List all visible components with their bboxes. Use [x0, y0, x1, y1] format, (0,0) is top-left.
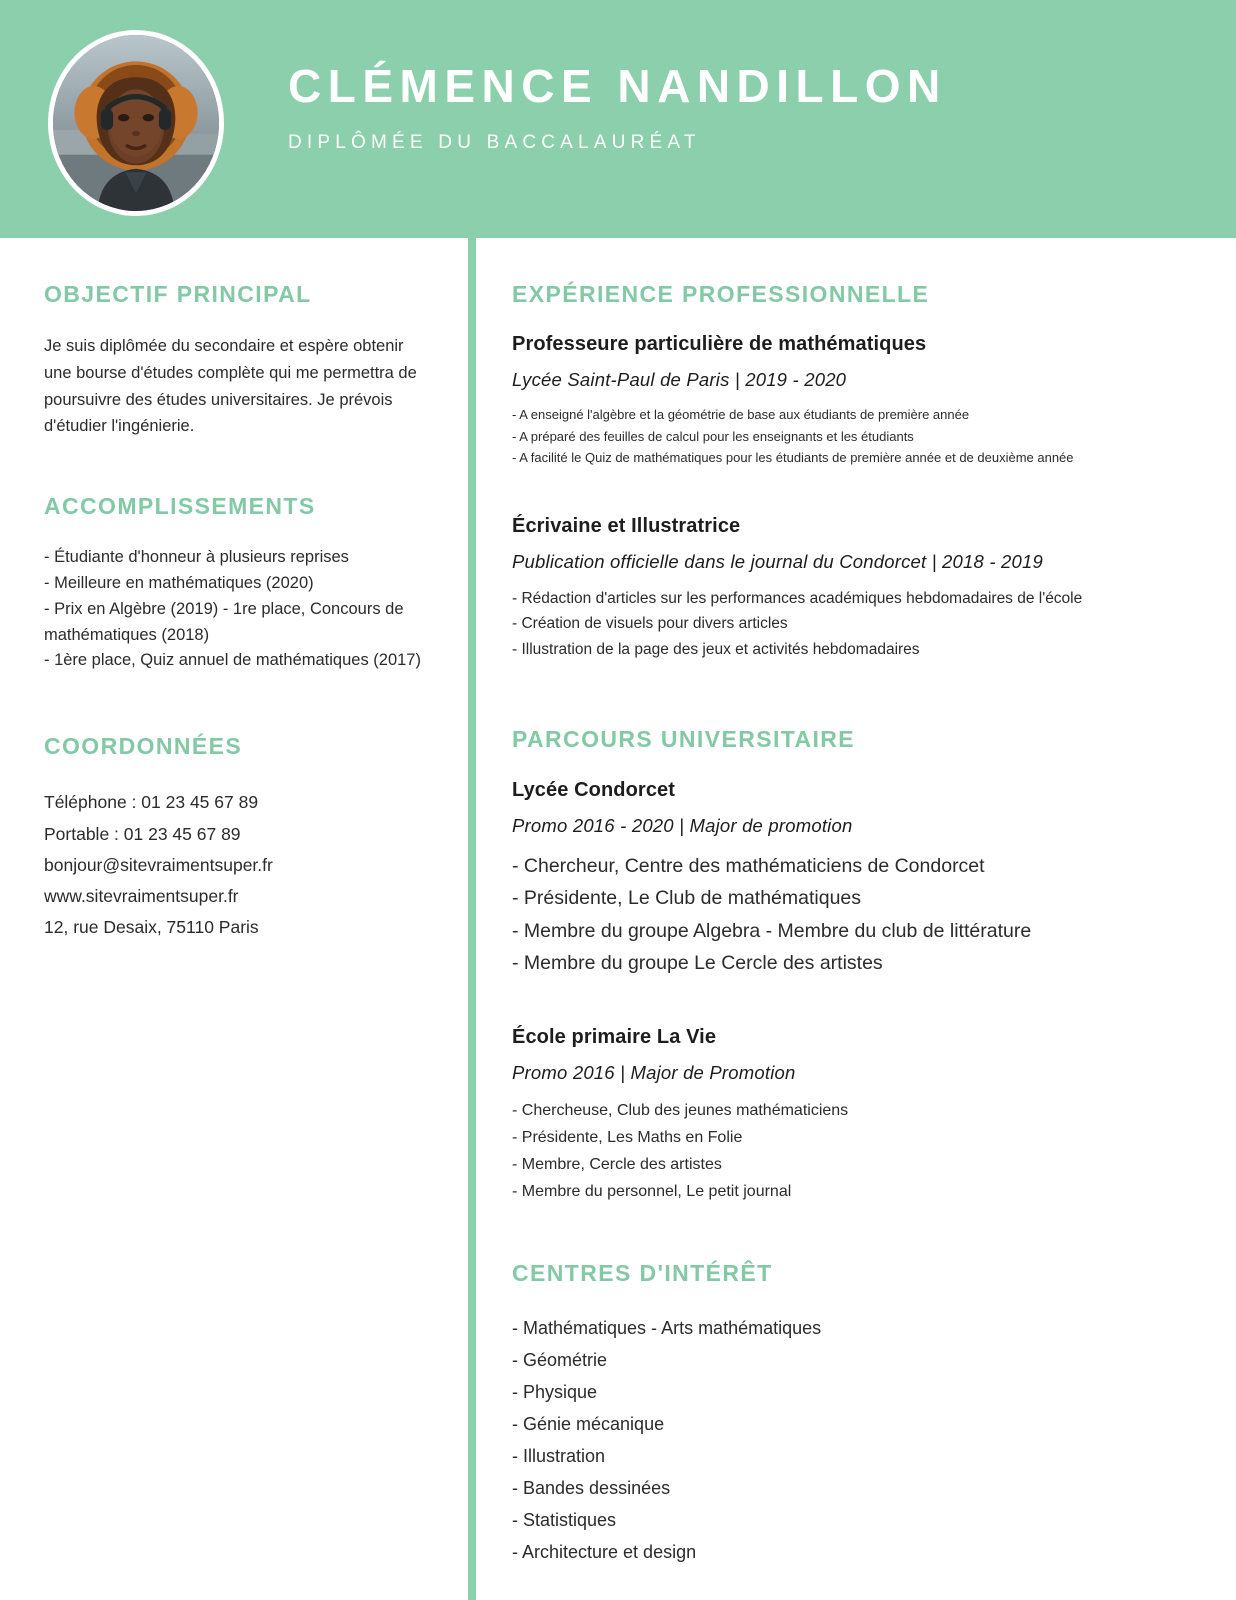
left-column: [44, 282, 434, 943]
section-heading-education: PARCOURS UNIVERSITAIRE: [512, 726, 856, 753]
list-item: - Bandes dessinées: [512, 1478, 671, 1499]
list-item: - Mathématiques - Arts mathématiques: [512, 1318, 822, 1339]
section-objective: [44, 282, 434, 440]
list-item: - Rédaction d'articles sur les performances académiques hebdomadaires de l'école: [512, 589, 1083, 607]
list-item: - A préparé des feuilles de calcul pour les enseignants et les étudiants: [512, 428, 914, 444]
list-item: - Création de visuels pour divers articles: [512, 615, 788, 633]
section-heading-contact: COORDONNÉES: [44, 733, 243, 760]
portrait-photo-icon: [53, 35, 219, 211]
section-heading-accomplishments: ACCOMPLISSEMENTS: [44, 493, 316, 520]
person-subtitle: DIPLÔMÉE DU BACCALAURÉAT: [288, 132, 701, 154]
accomplishments-list: [44, 545, 434, 674]
list-item: - Membre du groupe Algebra - Membre du club de littérature: [512, 919, 1032, 942]
contact-website[interactable]: www.sitevraimentsuper.fr: [44, 885, 239, 906]
section-interests: [512, 1261, 1172, 1569]
section-contact: [44, 734, 434, 943]
list-item: - Prix en Algèbre (2019) - 1re place, Concours de mathématiques (2018): [44, 599, 404, 644]
list-item: - Physique: [512, 1382, 598, 1403]
section-heading-experience: EXPÉRIENCE PROFESSIONNELLE: [512, 281, 930, 307]
entry-subtitle: Promo 2016 | Major de Promotion: [512, 1061, 796, 1083]
section-education: [512, 727, 1172, 1205]
list-item: - Étudiante d'honneur à plusieurs reprises: [44, 548, 349, 567]
entry-title: Professeure particulière de mathématiques: [512, 333, 927, 356]
list-item: - Illustration: [512, 1446, 606, 1467]
objective-text: Je suis diplômée du secondaire et espère obtenir une bourse d'études complète qui me permettra de poursuivre des études universitaires. Je prévois d'étudier l'ingénierie.: [44, 337, 417, 436]
entry-subtitle: Promo 2016 - 2020 | Major de promotion: [512, 814, 853, 836]
entry-bullets: [512, 1097, 1172, 1205]
section-experience: [512, 282, 1172, 663]
experience-entry: [512, 515, 1172, 664]
list-item: - Statistiques: [512, 1510, 617, 1531]
section-heading-objective: OBJECTIF PRINCIPAL: [44, 281, 312, 307]
list-item: - Géométrie: [512, 1350, 608, 1371]
list-item: - Meilleure en mathématiques (2020): [44, 574, 314, 593]
contact-list: [44, 787, 434, 943]
entry-title: Lycée Condorcet: [512, 778, 676, 801]
list-item: - Présidente, Le Club de mathématiques: [512, 887, 862, 910]
avatar: [48, 30, 224, 216]
experience-entry: [512, 333, 1172, 468]
list-item: - Chercheuse, Club des jeunes mathématiciens: [512, 1101, 849, 1119]
list-item: - 1ère place, Quiz annuel de mathématiques (2017): [44, 651, 421, 670]
list-item: - Architecture et design: [512, 1542, 697, 1563]
contact-phone: Téléphone : 01 23 45 67 89: [44, 792, 259, 813]
entry-bullets: [512, 404, 1172, 468]
list-item: - Membre du groupe Le Cercle des artistes: [512, 952, 883, 975]
list-item: - Génie mécanique: [512, 1414, 665, 1435]
entry-title: Écrivaine et Illustratrice: [512, 514, 741, 537]
section-heading-interests: CENTRES D'INTÉRÊT: [512, 1259, 773, 1286]
list-item: - Membre, Cercle des artistes: [512, 1155, 722, 1173]
entry-bullets: [512, 850, 1172, 980]
list-item: - Illustration de la page des jeux et activités hebdomadaires: [512, 641, 920, 659]
contact-email[interactable]: bonjour@sitevraimentsuper.fr: [44, 854, 273, 875]
list-item: - Chercheur, Centre des mathématiciens de Condorcet: [512, 854, 985, 877]
contact-mobile: Portable : 01 23 45 67 89: [44, 823, 241, 844]
right-column: [512, 282, 1172, 1568]
entry-subtitle: Publication officielle dans le journal du Condorcet | 2018 - 2019: [512, 550, 1043, 572]
header-banner: [0, 0, 1236, 238]
entry-title: École primaire La Vie: [512, 1025, 717, 1048]
header-text-block: [288, 62, 947, 154]
entry-subtitle: Lycée Saint-Paul de Paris | 2019 - 2020: [512, 369, 847, 391]
column-divider: [468, 238, 476, 1600]
education-entry: [512, 779, 1172, 980]
entry-bullets: [512, 586, 1172, 664]
list-item: - A enseigné l'algèbre et la géométrie de base aux étudiants de première année: [512, 407, 970, 423]
contact-address: 12, rue Desaix, 75110 Paris: [44, 917, 259, 937]
list-item: - A facilité le Quiz de mathématiques pour les étudiants de première année et de deuxième année: [512, 450, 1074, 466]
list-item: - Membre du personnel, Le petit journal: [512, 1182, 792, 1200]
list-item: - Présidente, Les Maths en Folie: [512, 1128, 743, 1146]
education-entry: [512, 1026, 1172, 1205]
interests-list: [512, 1312, 1172, 1568]
portrait-photo: [53, 35, 219, 211]
section-accomplishments: [44, 494, 434, 674]
person-name: CLÉMENCE NANDILLON: [288, 60, 947, 112]
